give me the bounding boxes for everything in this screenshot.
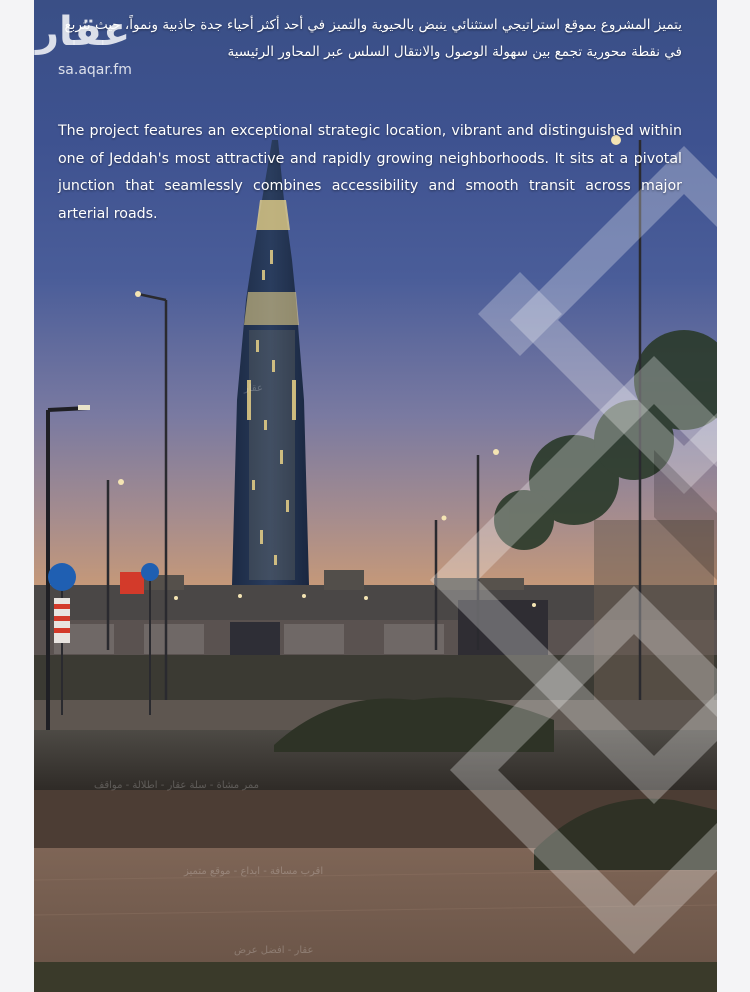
watermark-url: sa.aqar.fm: [58, 62, 132, 78]
arabic-description: يتميز المشروع بموقع استراتيجي استثنائي ينبض بالحيوية والتميز في أحد أكثر أحياء جدة جاذبية ونمواً، حيث يتربع في نقطة محورية تجمع بين سهولة الوصول والانتقال السلس عبر المحاور الرئيسية: [64, 17, 682, 60]
watermark-logo: عقار: [36, 9, 131, 55]
photo-page: عقار ممر مشاة - سلة عقار - اطلالة - مواقف اقرب مسافة - ابداع - موقع متميز عقار - افضل عرض يتميز المشروع بموقع استراتيجي استثنائي ينبض بالحيوية والتميز في أحد أكثر أحياء جدة جاذبية ونمواً، حيث يتربع في نقطة محورية تجمع بين سهولة الوصول والانتقال السلس عبر المحاور الرئيسية The project features an exceptional strategic location, vibrant and distinguished within one of Jeddah's most attractive and rapidly growing neighborhoods. It sits at a pivotal junction that seamlessly combines accessibility and smooth transit across major arterial roads.: [34, 0, 717, 992]
english-description: The project features an exceptional strategic location, vibrant and distinguished within one of Jeddah's most attractive and rapidly growing neighborhoods. It sits at a pivotal junction that seamlessly combines accessibility and smooth transit across major arterial roads.: [58, 123, 682, 222]
aqar-watermark: [36, 8, 132, 78]
